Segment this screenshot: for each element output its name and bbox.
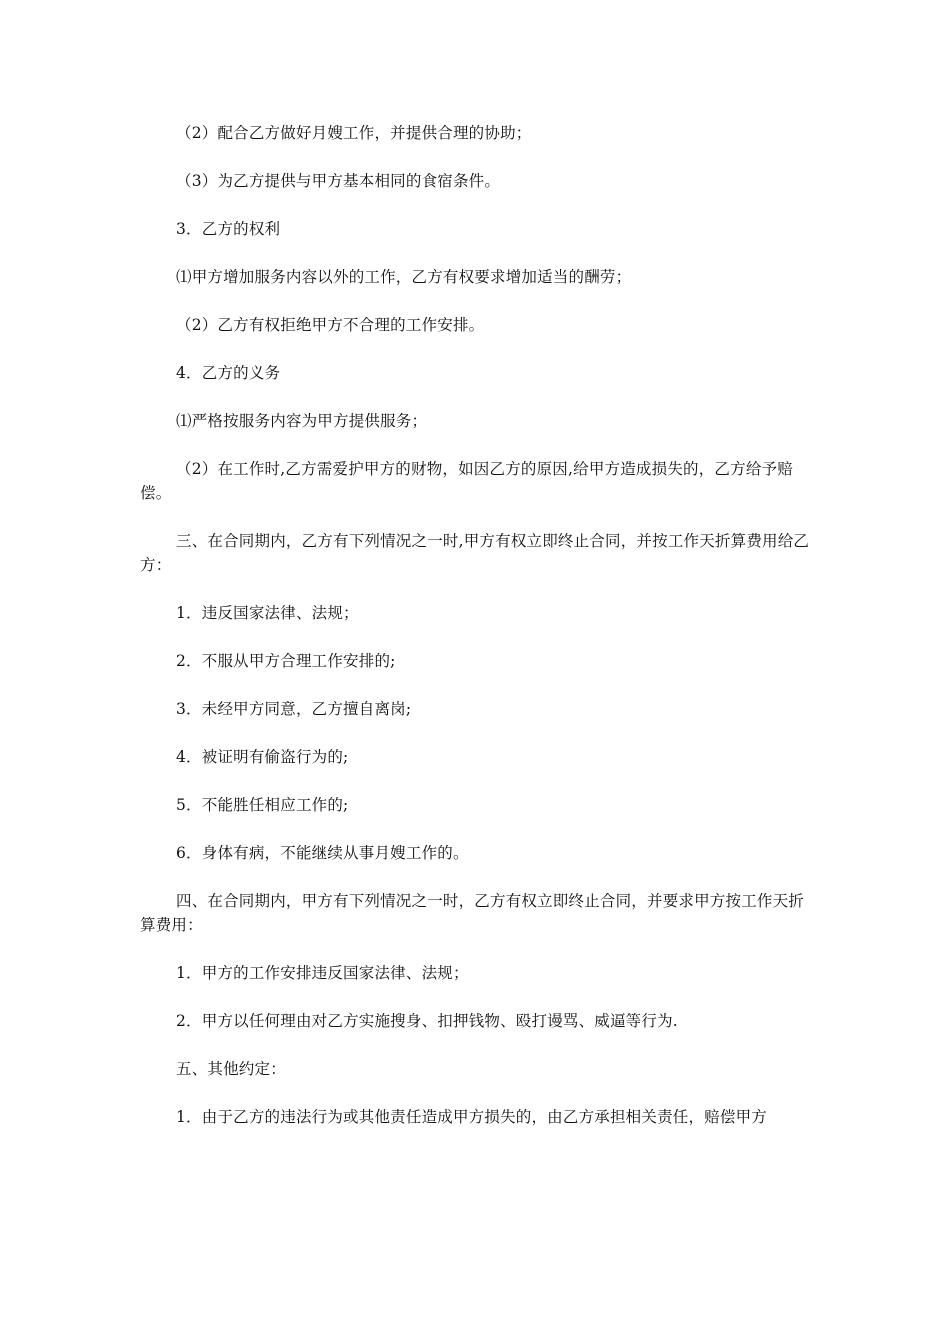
paragraph-19: 五、其他约定：	[176, 1060, 286, 1078]
paragraph-20: 1．由于乙方的违法行为或其他责任造成甲方损失的，由乙方承担相关责任，赔偿甲方	[176, 1108, 767, 1126]
paragraph-1: （2）配合乙方做好月嫂工作，并提供合理的协助；	[176, 124, 532, 142]
paragraph-18: 2．甲方以任何理由对乙方实施搜身、扣押钱物、殴打谩骂、威逼等行为.	[176, 1012, 678, 1030]
paragraph-5: （2）乙方有权拒绝甲方不合理的工作安排。	[176, 316, 485, 334]
paragraph-3: 3．乙方的权利	[176, 220, 281, 238]
paragraph-6: 4．乙方的义务	[176, 364, 281, 382]
paragraph-8: （2）在工作时,乙方需爱护甲方的财物，如因乙方的原因,给甲方造成损失的，乙方给予赔偿。	[140, 460, 793, 502]
paragraph-4: ⑴甲方增加服务内容以外的工作，乙方有权要求增加适当的酬劳；	[176, 268, 632, 286]
paragraph-10: 1．违反国家法律、法规；	[176, 604, 359, 622]
paragraph-14: 5．不能胜任相应工作的;	[176, 796, 349, 814]
paragraph-13: 4．被证明有偷盗行为的;	[176, 748, 349, 766]
paragraph-16: 四、在合同期内，甲方有下列情况之一时，乙方有权立即终止合同，并要求甲方按工作天折算费用：	[140, 892, 805, 934]
paragraph-11: 2．不服从甲方合理工作安排的;	[176, 652, 396, 670]
document-body	[140, 121, 816, 1153]
paragraph-12: 3．未经甲方同意，乙方擅自离岗;	[176, 700, 412, 718]
paragraph-17: 1．甲方的工作安排违反国家法律、法规；	[176, 964, 469, 982]
paragraph-7: ⑴严格按服务内容为甲方提供服务；	[176, 412, 428, 430]
paragraph-9: 三、在合同期内，乙方有下列情况之一时,甲方有权立即终止合同，并按工作天折算费用给乙方：	[140, 532, 810, 574]
paragraph-15: 6．身体有病，不能继续从事月嫂工作的。	[176, 844, 469, 862]
paragraph-2: （3）为乙方提供与甲方基本相同的食宿条件。	[176, 172, 501, 190]
